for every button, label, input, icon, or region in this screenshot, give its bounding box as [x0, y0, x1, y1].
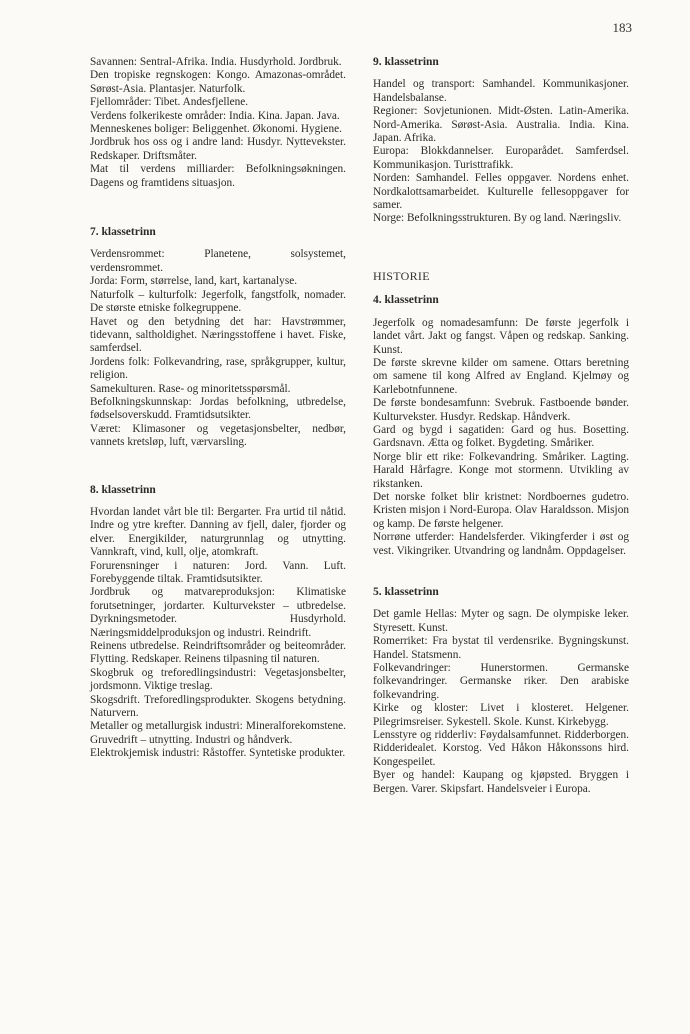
entry: Det norske folket blir kristnet: Nordboernes gudetro. Kristen misjon i Nord-Europa. Olav Haraldsson. Misjon og kamp. De første helgener. [373, 490, 629, 530]
entry: Været: Klimasoner og vegetasjonsbelter, nedbør, vannets kretsløp, luft, værvarsling. [90, 422, 346, 449]
entry: Norge: Befolkningsstrukturen. By og land. Næringsliv. [373, 212, 622, 225]
section-heading: 8. klassetrinn [90, 483, 156, 496]
entry: Forurensninger i naturen: Jord. Vann. Luft. Forebyggende tiltak. Framtidsutsikter. [90, 559, 346, 585]
entry: Handel og transport: Samhandel. Kommunikasjoner. Handelsbalanse. [373, 78, 629, 104]
entry: Jordbruk hos oss og i andre land: Husdyr. Nyttevekster. Redskaper. Driftsmåter. [90, 136, 346, 162]
entry: Menneskenes boliger: Beliggenhet. Økonomi. Hygiene. [90, 123, 342, 136]
entry: Fjellområder: Tibet. Andesfjellene. [90, 96, 249, 109]
entry: Havet og den betydning det har: Havstrømmer, tidevann, saltholdighet. Næringsstoffene i havet. Fiske, samferdsel. [90, 315, 346, 355]
entry: Verdensrommet: Planetene, solsystemet, verdensrommet. [90, 248, 346, 274]
entry: Naturfolk – kulturfolk: Jegerfolk, fangstfolk, nomader. De største etniske folkegruppene. [90, 288, 346, 315]
entry: Skogsdrift. Treforedlingsprodukter. Skogens betydning. Naturvern. [90, 693, 346, 720]
entry: Elektrokjemisk industri: Råstoffer. Syntetiske produkter. [90, 747, 346, 760]
section-8 [90, 484, 346, 761]
entry: Samekulturen. Rase- og minoritetsspørsmål. [90, 382, 291, 395]
section-9 [373, 56, 629, 226]
entry: Jordbruk og matvareproduksjon: Klimatiske forutsetninger, jordarter. Kulturvekster – utbredelse. Dyrkningsmetoder. Husdyrhold. Næringsmiddelproduksjon og industri. Reindrift. [90, 586, 346, 639]
right-column [373, 56, 629, 796]
section-5 [373, 586, 629, 796]
entry: Savannen: Sentral-Afrika. India. Husdyrhold. Jordbruk. [90, 56, 342, 68]
entry: Romerriket: Fra bystat til verdensrike. Bygningskunst. Handel. Statsmenn. [373, 635, 629, 661]
section-heading: 7. klassetrinn [90, 226, 156, 239]
entry: Jordens folk: Folkevandring, rase, språkgrupper, kultur, religion. [90, 355, 346, 382]
intro-entries [90, 56, 346, 190]
entry: Gard og bygd i sagatiden: Gard og hus. Bosetting. Gardsnavn. Ætta og folket. Bygdeting. Småriker. [373, 423, 629, 450]
entry: Verdens folkerikeste områder: India. Kina. Japan. Java. [90, 109, 340, 122]
entry: De første skrevne kilder om samene. Ottars beretning om samene til kong Alfred av England. Kjelmøy og Karlebotnfunnene. [373, 356, 629, 396]
entry: Mat til verdens milliarder: Befolkningsøkningen. Dagens og framtidens situasjon. [90, 163, 346, 189]
section-4 [373, 294, 629, 558]
entry: Det gamle Hellas: Myter og sagn. De olympiske leker. Styresett. Kunst. [373, 608, 629, 634]
entry: De første bondesamfunn: Svebruk. Fastboende bønder. Kulturvekster. Husdyr. Redskap. Håndverk. [373, 397, 629, 423]
entry: Europa: Blokkdannelser. Europarådet. Samferdsel. Kommunikasjon. Turisttrafikk. [373, 145, 629, 171]
entry: Lensstyre og ridderliv: Føydalsamfunnet. Ridderborgen. Ridderidealet. Korstog. Ved Håkon Håkonssons hird. Kongespeilet. [373, 729, 629, 768]
entry: Jegerfolk og nomadesamfunn: De første jegerfolk i landet vårt. Jakt og fangst. Våpen og redskap. Sanking. Kunst. [373, 316, 629, 356]
entry: Kirke og kloster: Livet i klosteret. Helgener. Pilegrimsreiser. Sykestell. Skole. Kunst. Kirkebygg. [373, 702, 629, 728]
entry: Jorda: Form, størrelse, land, kart, kartanalyse. [90, 275, 298, 288]
left-column [90, 56, 346, 761]
subject-title: HISTORIE [373, 268, 430, 283]
entry: Norge blir ett rike: Folkevandring. Småriker. Lagting. Harald Hårfagre. Konge mot stormenn. Utvikling av rikstanken. [373, 450, 629, 490]
entry: Den tropiske regnskogen: Kongo. Amazonas-området. Sørøst-Asia. Plantasjer. Naturfolk. [90, 69, 346, 95]
entry: Metaller og metallurgisk industri: Mineralforekomstene. Gruvedrift – utnytting. Industri og håndverk. [90, 720, 346, 746]
entry: Norden: Samhandel. Felles oppgaver. Nordens enhet. Nordkalottsamarbeidet. Kulturelle fellesoppgaver for samer. [373, 172, 629, 212]
section-heading: 5. klassetrinn [373, 586, 439, 598]
entry: Norrøne utferder: Handelsferder. Vikingferder i øst og vest. Vikingriker. Utvandring og landnåm. Oppdagelser. [373, 531, 629, 557]
entry: Hvordan landet vårt ble til: Bergarter. Fra urtid til nåtid. Indre og ytre krefter. Danning av fjell, daler, fjorder og elver. Energikilder, naturgrunnlag og utnytting. Vannkraft, vind, kull, olje, atomkraft. [90, 505, 346, 559]
entry: Folkevandringer: Hunerstormen. Germanske folkevandringer. Germanske riker. Den arabiske folkevandring. [373, 662, 629, 701]
entry: Reinens utbredelse. Reindriftsområder og beiteområder. Flytting. Redskaper. Reinens tilpasning til naturen. [90, 640, 346, 666]
section-7 [90, 226, 346, 450]
section-heading: 9. klassetrinn [373, 56, 439, 68]
section-heading: 4. klassetrinn [373, 294, 439, 307]
entry: Regioner: Sovjetunionen. Midt-Østen. Latin-Amerika. Nord-Amerika. Sørøst-Asia. Australia. India. Kina. Japan. Afrika. [373, 105, 629, 145]
entry: Byer og handel: Kaupang og kjøpsted. Bryggen i Bergen. Varer. Skipsfart. Handelsveier i Europa. [373, 769, 629, 795]
entry: Befolkningskunnskap: Jordas befolkning, utbredelse, fødselsoverskudd. Framtidsutsikter. [90, 395, 346, 422]
page-number: 183 [612, 20, 632, 35]
entry: Skogbruk og treforedlingsindustri: Vegetasjonsbelter, jordsmonn. Viktige treslag. [90, 666, 346, 693]
